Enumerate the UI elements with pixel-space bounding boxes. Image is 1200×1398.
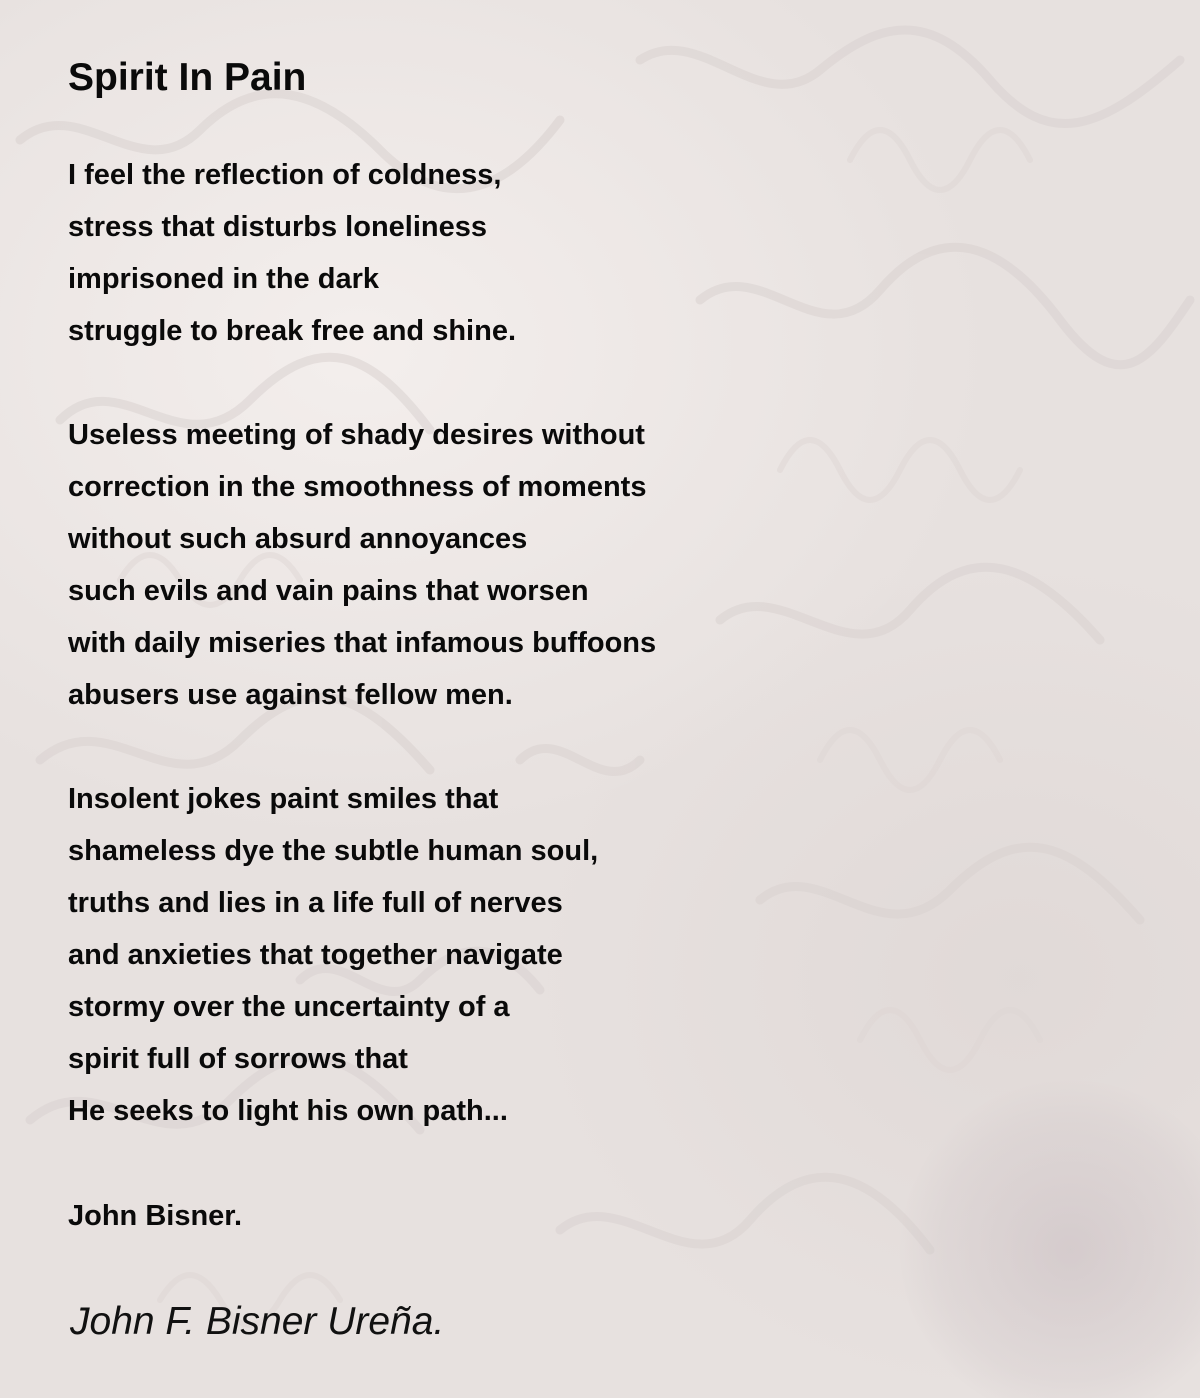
poem-line: Insolent jokes paint smiles that xyxy=(68,783,499,815)
poem-line: I feel the reflection of coldness, xyxy=(68,159,502,191)
poem-line: such evils and vain pains that worsen xyxy=(68,575,589,607)
poem-line: struggle to break free and shine. xyxy=(68,315,516,347)
poem-line: stress that disturbs loneliness xyxy=(68,211,488,243)
stanza-1 xyxy=(68,149,516,357)
poem-signature: John Bisner. xyxy=(68,1200,243,1232)
poem-line: correction in the smoothness of moments xyxy=(68,471,647,503)
author-name: John F. Bisner Ureña. xyxy=(70,1300,445,1343)
poem-line: abusers use against fellow men. xyxy=(68,679,513,711)
poem-title: Spirit In Pain xyxy=(68,56,307,99)
poem-line: He seeks to light his own path... xyxy=(68,1095,508,1127)
poem-line: spirit full of sorrows that xyxy=(68,1043,408,1075)
poem-line: stormy over the uncertainty of a xyxy=(68,991,510,1023)
poem-line: imprisoned in the dark xyxy=(68,263,379,295)
poem-line: Useless meeting of shady desires without xyxy=(68,419,645,451)
poem-line: truths and lies in a life full of nerves xyxy=(68,887,563,919)
poem-line: and anxieties that together navigate xyxy=(68,939,563,971)
poem-line: with daily miseries that infamous buffoons xyxy=(68,627,657,659)
poem-line: shameless dye the subtle human soul, xyxy=(68,835,599,867)
poem-line: without such absurd annoyances xyxy=(68,523,528,555)
stanza-2 xyxy=(68,409,656,721)
stanza-3 xyxy=(68,773,598,1137)
